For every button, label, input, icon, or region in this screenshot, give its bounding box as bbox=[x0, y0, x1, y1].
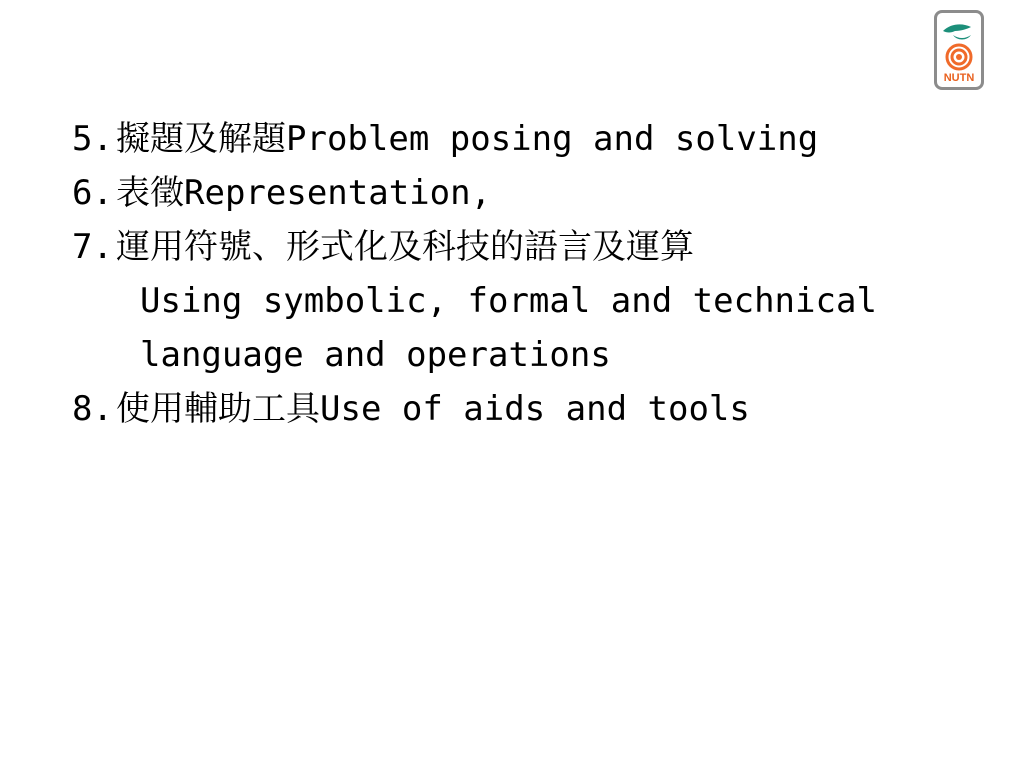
item-english-text: Using symbolic, formal and technical bbox=[140, 281, 877, 321]
list-item-continuation bbox=[72, 274, 992, 328]
list-item bbox=[72, 112, 992, 166]
wave-shape bbox=[953, 35, 971, 40]
list-item bbox=[72, 166, 992, 220]
list-item bbox=[72, 382, 992, 436]
item-english-text: Representation, bbox=[184, 173, 492, 213]
list-item bbox=[72, 220, 992, 274]
item-number: 6. bbox=[72, 173, 113, 213]
slide-content bbox=[72, 112, 992, 436]
item-chinese-text: 運用符號、形式化及科技的語言及運算 bbox=[116, 227, 694, 267]
bird-shape bbox=[943, 24, 971, 32]
item-chinese-text: 表徵 bbox=[116, 173, 184, 213]
item-english-text: Problem posing and solving bbox=[286, 119, 819, 159]
nutn-logo-graphic bbox=[937, 13, 981, 87]
item-number: 8. bbox=[72, 389, 113, 429]
logo-text: NUTN bbox=[943, 72, 975, 84]
nutn-logo bbox=[934, 10, 984, 90]
item-chinese-text: 擬題及解題 bbox=[116, 119, 286, 159]
item-chinese-text: 使用輔助工具 bbox=[116, 389, 320, 429]
inner-dot bbox=[956, 54, 962, 60]
item-english-text: language and operations bbox=[140, 335, 611, 375]
item-number: 5. bbox=[72, 119, 113, 159]
list-item-continuation bbox=[72, 328, 992, 382]
item-english-text: Use of aids and tools bbox=[320, 389, 750, 429]
item-number: 7. bbox=[72, 227, 113, 267]
